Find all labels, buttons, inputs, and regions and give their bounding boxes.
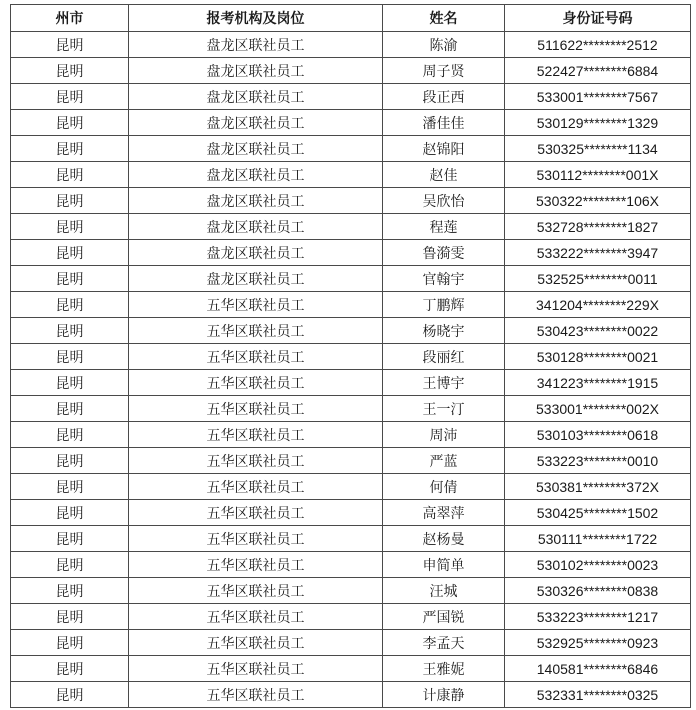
- institution-position-cell: 盘龙区联社员工: [129, 188, 383, 214]
- id-number-cell: 532525********0011: [505, 266, 691, 292]
- id-number-cell: 533001********002X: [505, 396, 691, 422]
- name-cell: 官翰宇: [383, 266, 505, 292]
- id-number-cell: 533222********3947: [505, 240, 691, 266]
- name-cell: 吴欣怡: [383, 188, 505, 214]
- city-cell: 昆明: [11, 682, 129, 708]
- id-number-cell: 530425********1502: [505, 500, 691, 526]
- id-number-cell: 533001********7567: [505, 84, 691, 110]
- city-cell: 昆明: [11, 58, 129, 84]
- table-row: [11, 422, 691, 448]
- city-cell: 昆明: [11, 370, 129, 396]
- name-cell: 潘佳佳: [383, 110, 505, 136]
- table-row: [11, 266, 691, 292]
- city-cell: 昆明: [11, 552, 129, 578]
- city-cell: 昆明: [11, 526, 129, 552]
- city-cell: 昆明: [11, 188, 129, 214]
- id-number-cell: 530128********0021: [505, 344, 691, 370]
- id-number-cell: 522427********6884: [505, 58, 691, 84]
- name-cell: 赵杨曼: [383, 526, 505, 552]
- name-cell: 汪城: [383, 578, 505, 604]
- institution-position-cell: 盘龙区联社员工: [129, 84, 383, 110]
- header-id-number: 身份证号码: [505, 5, 691, 32]
- institution-position-cell: 盘龙区联社员工: [129, 240, 383, 266]
- id-number-cell: 530102********0023: [505, 552, 691, 578]
- name-cell: 丁鹏辉: [383, 292, 505, 318]
- institution-position-cell: 盘龙区联社员工: [129, 136, 383, 162]
- id-number-cell: 530325********1134: [505, 136, 691, 162]
- id-number-cell: 140581********6846: [505, 656, 691, 682]
- id-number-cell: 532925********0923: [505, 630, 691, 656]
- institution-position-cell: 五华区联社员工: [129, 448, 383, 474]
- institution-position-cell: 五华区联社员工: [129, 292, 383, 318]
- id-number-cell: 533223********0010: [505, 448, 691, 474]
- header-row: [11, 5, 691, 32]
- city-cell: 昆明: [11, 344, 129, 370]
- name-cell: 段丽红: [383, 344, 505, 370]
- name-cell: 赵锦阳: [383, 136, 505, 162]
- institution-position-cell: 五华区联社员工: [129, 630, 383, 656]
- table-row: [11, 682, 691, 708]
- table-body: [11, 32, 691, 708]
- name-cell: 严国锐: [383, 604, 505, 630]
- name-cell: 王博宇: [383, 370, 505, 396]
- name-cell: 严蓝: [383, 448, 505, 474]
- city-cell: 昆明: [11, 656, 129, 682]
- id-number-cell: 341204********229X: [505, 292, 691, 318]
- city-cell: 昆明: [11, 214, 129, 240]
- id-number-cell: 530129********1329: [505, 110, 691, 136]
- name-cell: 赵佳: [383, 162, 505, 188]
- id-number-cell: 532728********1827: [505, 214, 691, 240]
- city-cell: 昆明: [11, 578, 129, 604]
- institution-position-cell: 盘龙区联社员工: [129, 214, 383, 240]
- name-cell: 李孟天: [383, 630, 505, 656]
- table-row: [11, 396, 691, 422]
- table-row: [11, 448, 691, 474]
- table-row: [11, 318, 691, 344]
- id-number-cell: 530111********1722: [505, 526, 691, 552]
- institution-position-cell: 五华区联社员工: [129, 370, 383, 396]
- name-cell: 段正西: [383, 84, 505, 110]
- table-row: [11, 604, 691, 630]
- institution-position-cell: 五华区联社员工: [129, 604, 383, 630]
- id-number-cell: 511622********2512: [505, 32, 691, 58]
- institution-position-cell: 五华区联社员工: [129, 396, 383, 422]
- name-cell: 陈渝: [383, 32, 505, 58]
- id-number-cell: 530423********0022: [505, 318, 691, 344]
- institution-position-cell: 盘龙区联社员工: [129, 58, 383, 84]
- header-institution-position: 报考机构及岗位: [129, 5, 383, 32]
- table-row: [11, 552, 691, 578]
- name-cell: 申简单: [383, 552, 505, 578]
- name-cell: 王雅妮: [383, 656, 505, 682]
- id-number-cell: 530112********001X: [505, 162, 691, 188]
- table-row: [11, 110, 691, 136]
- institution-position-cell: 五华区联社员工: [129, 682, 383, 708]
- institution-position-cell: 五华区联社员工: [129, 552, 383, 578]
- institution-position-cell: 盘龙区联社员工: [129, 32, 383, 58]
- city-cell: 昆明: [11, 110, 129, 136]
- name-cell: 高翠萍: [383, 500, 505, 526]
- city-cell: 昆明: [11, 396, 129, 422]
- city-cell: 昆明: [11, 136, 129, 162]
- table-row: [11, 292, 691, 318]
- institution-position-cell: 盘龙区联社员工: [129, 162, 383, 188]
- city-cell: 昆明: [11, 292, 129, 318]
- name-cell: 周沛: [383, 422, 505, 448]
- city-cell: 昆明: [11, 604, 129, 630]
- table-header: [11, 5, 691, 32]
- id-number-cell: 530103********0618: [505, 422, 691, 448]
- table-row: [11, 58, 691, 84]
- name-cell: 王一汀: [383, 396, 505, 422]
- institution-position-cell: 五华区联社员工: [129, 500, 383, 526]
- name-cell: 杨晓宇: [383, 318, 505, 344]
- header-city: 州市: [11, 5, 129, 32]
- table-row: [11, 370, 691, 396]
- institution-position-cell: 五华区联社员工: [129, 474, 383, 500]
- id-number-cell: 533223********1217: [505, 604, 691, 630]
- table-row: [11, 578, 691, 604]
- table-row: [11, 188, 691, 214]
- institution-position-cell: 五华区联社员工: [129, 526, 383, 552]
- city-cell: 昆明: [11, 318, 129, 344]
- institution-position-cell: 五华区联社员工: [129, 656, 383, 682]
- id-number-cell: 532331********0325: [505, 682, 691, 708]
- table-row: [11, 136, 691, 162]
- table-row: [11, 474, 691, 500]
- name-cell: 周子贤: [383, 58, 505, 84]
- city-cell: 昆明: [11, 474, 129, 500]
- name-cell: 程莲: [383, 214, 505, 240]
- header-name: 姓名: [383, 5, 505, 32]
- table-row: [11, 526, 691, 552]
- city-cell: 昆明: [11, 266, 129, 292]
- city-cell: 昆明: [11, 500, 129, 526]
- table-row: [11, 162, 691, 188]
- table-row: [11, 240, 691, 266]
- table-row: [11, 214, 691, 240]
- table-row: [11, 84, 691, 110]
- city-cell: 昆明: [11, 84, 129, 110]
- table-row: [11, 32, 691, 58]
- id-number-cell: 530326********0838: [505, 578, 691, 604]
- city-cell: 昆明: [11, 32, 129, 58]
- candidate-table: [10, 4, 691, 708]
- institution-position-cell: 盘龙区联社员工: [129, 110, 383, 136]
- city-cell: 昆明: [11, 240, 129, 266]
- city-cell: 昆明: [11, 630, 129, 656]
- institution-position-cell: 盘龙区联社员工: [129, 266, 383, 292]
- table-row: [11, 630, 691, 656]
- table-row: [11, 344, 691, 370]
- name-cell: 何倩: [383, 474, 505, 500]
- city-cell: 昆明: [11, 422, 129, 448]
- institution-position-cell: 五华区联社员工: [129, 318, 383, 344]
- id-number-cell: 530381********372X: [505, 474, 691, 500]
- table-row: [11, 500, 691, 526]
- name-cell: 鲁漪雯: [383, 240, 505, 266]
- institution-position-cell: 五华区联社员工: [129, 344, 383, 370]
- city-cell: 昆明: [11, 162, 129, 188]
- id-number-cell: 530322********106X: [505, 188, 691, 214]
- table-row: [11, 656, 691, 682]
- name-cell: 计康静: [383, 682, 505, 708]
- institution-position-cell: 五华区联社员工: [129, 578, 383, 604]
- city-cell: 昆明: [11, 448, 129, 474]
- id-number-cell: 341223********1915: [505, 370, 691, 396]
- institution-position-cell: 五华区联社员工: [129, 422, 383, 448]
